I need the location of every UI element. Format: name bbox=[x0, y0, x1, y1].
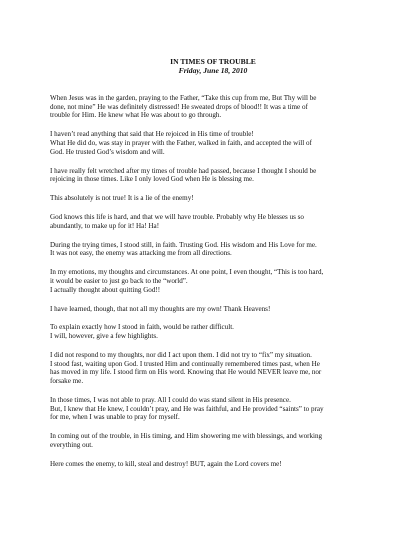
text-line: When Jesus was in the garden, praying to the Father, “Take this cup from me, But Thy will be bbox=[50, 94, 317, 102]
paragraph bbox=[50, 194, 376, 203]
paragraph bbox=[50, 396, 376, 422]
text-line: In coming out of the trouble, in His timing, and Him showering me with blessings, and working bbox=[50, 432, 323, 441]
paragraph bbox=[50, 213, 376, 230]
text-line: Here comes the enemy, to kill, steal and destroy! BUT, again the Lord covers me! bbox=[50, 459, 282, 468]
text-line: rejoicing in those times. Like I only loved God when He is blessing me. bbox=[50, 175, 254, 184]
text-line: has moved in my life. I stood firm on His word. Knowing that He would NEVER leave me, nor bbox=[50, 368, 322, 377]
text-line: for me, when I was unable to pray for myself. bbox=[50, 413, 180, 422]
paragraph bbox=[50, 241, 376, 258]
text-line: I have really felt wretched after my times of trouble had passed, because I thought I should be bbox=[50, 166, 317, 175]
text-line: everything out. bbox=[50, 441, 93, 450]
text-line: This absolutely is not true! It is a lie of the enemy! bbox=[50, 194, 194, 203]
text-line: trouble for Him. He knew what He was about to go through. bbox=[50, 111, 222, 120]
text-line: I stood fast, waiting upon God. I trusted Him and continually remembered times past, when He bbox=[50, 359, 320, 368]
text-line: forsake me. bbox=[50, 377, 84, 386]
document-body bbox=[50, 94, 376, 469]
text-line: I will, however, give a few highlights. bbox=[50, 332, 158, 341]
text-line: I haven’t read anything that said that He rejoiced in His time of trouble! bbox=[50, 130, 254, 139]
text-line: done, not mine” He was definitely distressed! He sweated drops of blood!! It was a time of bbox=[50, 102, 308, 111]
text-line: In my emotions, my thoughts and circumstances. At one point, I even thought, “This is too hard, bbox=[50, 268, 324, 277]
text-line: To explain exactly how I stood in faith, would be rather difficult. bbox=[50, 323, 234, 332]
paragraph bbox=[50, 351, 376, 386]
paragraph bbox=[50, 94, 376, 120]
text-line: I did not respond to my thoughts, nor did I act upon them. I did not try to “fix” my situation. bbox=[50, 351, 312, 360]
paragraph bbox=[50, 460, 376, 469]
text-line: It was not easy, the enemy was attacking me from all directions. bbox=[50, 249, 232, 258]
text-line: During the trying times, I stood still, in faith. Trusting God. His wisdom and His Love for me. bbox=[50, 240, 317, 249]
text-line: abundantly, to make up for it! Ha! Ha! bbox=[50, 221, 160, 230]
paragraph bbox=[50, 305, 376, 314]
text-line: it would be easier to just go back to the “world”. bbox=[50, 276, 188, 285]
paragraph bbox=[50, 432, 376, 449]
document-title: IN TIMES OF TROUBLE bbox=[170, 57, 256, 66]
text-line: What He did do, was stay in prayer with the Father, walked in faith, and accepted the will of bbox=[50, 139, 312, 147]
text-line: In those times, I was not able to pray. All I could do was stand silent in His presence. bbox=[50, 396, 291, 405]
text-line: I actually thought about quitting God!! bbox=[50, 285, 161, 294]
text-line: God. He trusted God’s wisdom and will. bbox=[50, 147, 165, 156]
document-date: Friday, June 18, 2010 bbox=[178, 66, 248, 75]
paragraph bbox=[50, 167, 376, 184]
document-page bbox=[50, 57, 376, 479]
paragraph bbox=[50, 130, 376, 156]
text-line: But, I knew that He knew, I couldn’t pray, and He was faithful, and He provided “saints” to pray bbox=[50, 404, 324, 413]
text-line: God knows this life is hard, and that we will have trouble. Probably why He blesses us so bbox=[50, 213, 304, 222]
paragraph bbox=[50, 323, 376, 340]
text-line: I have learned, though, that not all my thoughts are my own! Thank Heavens! bbox=[50, 304, 271, 313]
paragraph bbox=[50, 268, 376, 294]
